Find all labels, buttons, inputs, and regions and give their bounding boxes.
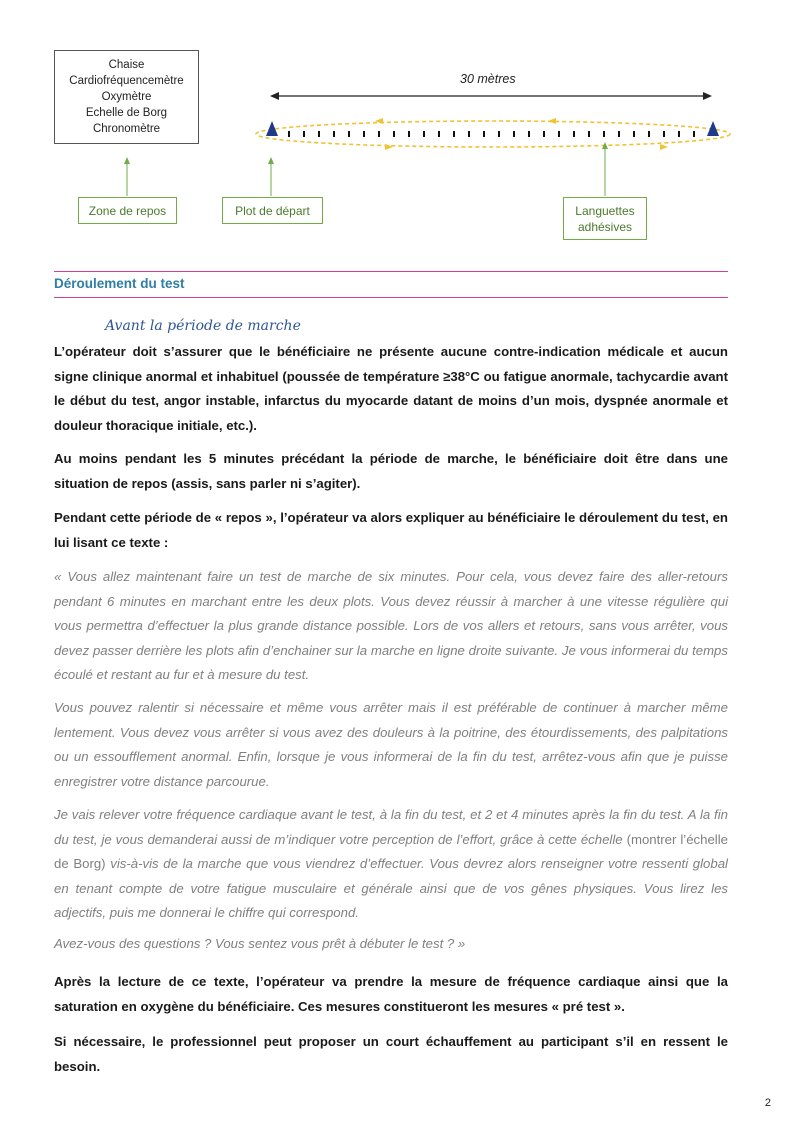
tape-marker xyxy=(363,131,365,137)
quoted-instructions: Avez-vous des questions ? Vous sentez vous prêt à débuter le test ? » xyxy=(54,936,466,951)
tape-marker xyxy=(528,131,530,137)
tape-marker xyxy=(378,131,380,137)
tape-marker xyxy=(573,131,575,137)
section-rule-bottom xyxy=(54,297,728,298)
quoted-instructions: Vous pouvez ralentir si nécessaire et même vous arrêter mais il est préférable de continuer à marcher même lentement. Vous devez vous arrêter si vous avez des douleurs à la poitrine, des étourdissements, des palpitations ou un essoufflement anormal. Enfin, lorsque je vous informerai de la fin du test, arrêtez-vous afin que je puisse enregistrer votre distance parcourue. xyxy=(54,700,728,789)
track-loop xyxy=(256,121,730,147)
paragraph: Au moins pendant les 5 minutes précédant la période de marche, le bénéficiaire doit être dans une situation de repos (assis, sans parler ni s’agiter). xyxy=(54,451,728,491)
tape-marker xyxy=(618,131,620,137)
quote-inline-note: (montrer l’échelle de Borg) xyxy=(54,831,728,871)
tape-marker xyxy=(678,131,680,137)
adhesive-tabs-label xyxy=(563,197,647,240)
section-title: Déroulement du test xyxy=(54,276,185,291)
tape-marker xyxy=(483,131,485,137)
adhesive-tabs-label-line: Languettes xyxy=(575,203,635,218)
tape-marker xyxy=(288,131,290,137)
equipment-item: Chaise xyxy=(108,59,145,71)
tape-marker xyxy=(333,131,335,137)
paragraph: Si nécessaire, le professionnel peut proposer un court échauffement au participant s’il en ressent le besoin. xyxy=(54,1034,728,1074)
tape-marker xyxy=(588,131,590,137)
subheading: Avant la période de marche xyxy=(105,318,301,334)
equipment-item: Echelle de Borg xyxy=(85,107,168,119)
direction-arrow-icon xyxy=(660,144,668,150)
direction-arrow-icon xyxy=(548,118,556,124)
equipment-item: Chronomètre xyxy=(92,123,161,135)
equipment-item: Cardiofréquencemètre xyxy=(69,75,184,87)
tape-marker xyxy=(558,131,560,137)
tape-marker xyxy=(603,131,605,137)
rest-zone-label: Zone de repos xyxy=(78,197,177,224)
distance-arrow xyxy=(270,92,712,100)
tape-marker xyxy=(423,131,425,137)
tape-marker xyxy=(498,131,500,137)
tape-marker xyxy=(693,131,695,137)
end-cone-icon xyxy=(707,121,719,136)
quote-text: vis-à-vis de la marche que vous viendrez d’effectuer. Vous devrez alors renseigner votre ressenti global en tenant compte de votre fatigue musculaire et générale ainsi que de vos gênes physiques. Vous lirez les adjectifs, puis me donnerai le chiffre qui correspond. xyxy=(54,856,728,920)
adhesive-tape-markers xyxy=(288,131,695,137)
quoted-instructions xyxy=(54,803,728,926)
page-number: 2 xyxy=(764,1097,771,1109)
distance-label: 30 mètres xyxy=(460,72,516,86)
tape-marker xyxy=(438,131,440,137)
tape-marker xyxy=(663,131,665,137)
tape-marker xyxy=(408,131,410,137)
tape-marker xyxy=(318,131,320,137)
paragraph: Après la lecture de ce texte, l’opérateur va prendre la mesure de fréquence cardiaque ainsi que la saturation en oxygène du bénéficiaire. Ces mesures constitueront les mesures « pré test ». xyxy=(54,974,728,1014)
section-rule-top xyxy=(54,271,728,272)
direction-arrow-icon xyxy=(385,144,393,150)
quote-text: Je vais relever votre fréquence cardiaque avant le test, à la fin du test, et 2 et 4 minutes après la fin du test. A la fin du test, je vous demanderai aussi de m’indiquer votre perception de l’effort, grâce à cette échelle xyxy=(54,807,728,847)
tape-marker xyxy=(648,131,650,137)
tape-marker xyxy=(303,131,305,137)
tape-marker xyxy=(453,131,455,137)
tape-marker xyxy=(543,131,545,137)
quoted-instructions: « Vous allez maintenant faire un test de marche de six minutes. Pour cela, vous devez faire des aller-retours pendant 6 minutes en marchant entre les deux plots. Vous devez réussir à marcher à une vitesse régulière qui vous permettra d’effectuer la plus grande distance possible. Lors de vos allers et retours, sans vous arrêter, vous devez passer derrière les plots afin d’enchainer sur la marche en ligne droite suivante. Je vous informerai du temps écoulé et restant au fur et à mesure du test. xyxy=(54,569,728,682)
paragraph: Pendant cette période de « repos », l’opérateur va alors expliquer au bénéficiaire le déroulement du test, en lui lisant ce texte : xyxy=(54,510,728,550)
paragraph: L’opérateur doit s’assurer que le bénéficiaire ne présente aucune contre-indication médicale et aucun signe clinique anormal et inhabituel (poussée de température ≥38°C ou fatigue anormale, tachycardie avant le début du test, angor instable, infarctus du myocarde datant de moins d’un mois, dyspnée anormale et douleur thoracique initiale, etc.). xyxy=(54,344,728,433)
equipment-item: Oxymètre xyxy=(101,91,152,103)
adhesive-tabs-label-line: adhésives xyxy=(577,219,633,234)
tape-marker xyxy=(513,131,515,137)
tape-marker xyxy=(633,131,635,137)
tape-marker xyxy=(393,131,395,137)
start-marker-label: Plot de départ xyxy=(222,197,323,224)
tape-marker xyxy=(348,131,350,137)
tape-marker xyxy=(468,131,470,137)
